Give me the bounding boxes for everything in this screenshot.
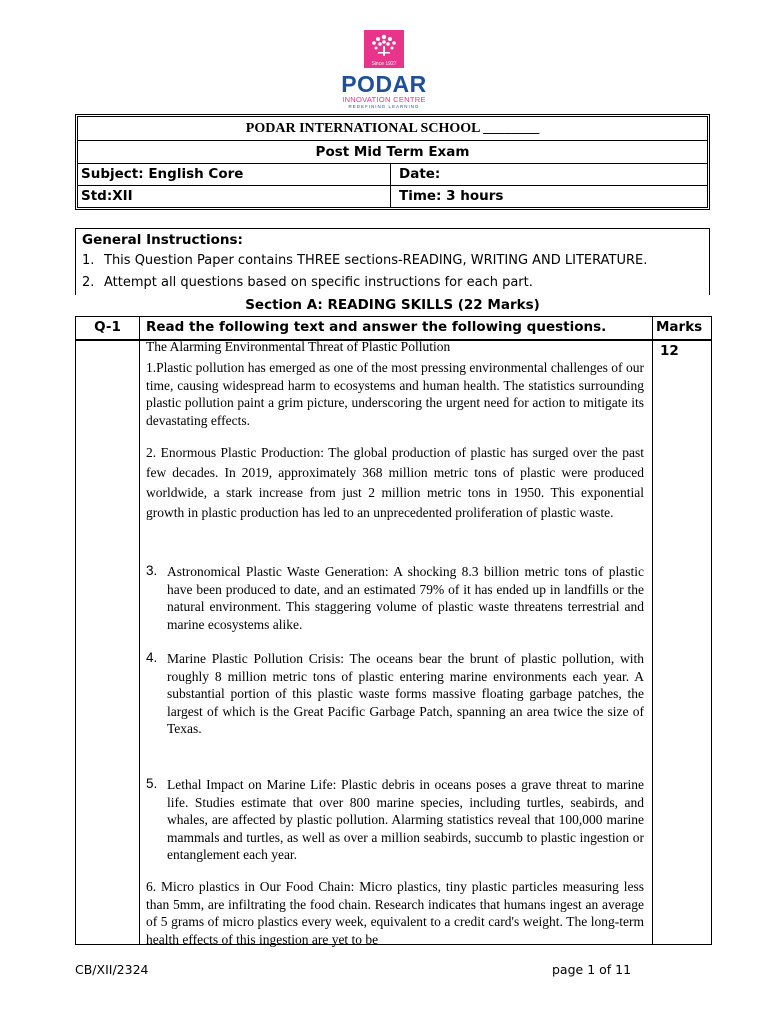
instruction-text: This Question Paper contains THREE sections-READING, WRITING AND LITERATURE. xyxy=(104,253,648,268)
school-name: PODAR INTERNATIONAL SCHOOL ________ xyxy=(78,117,707,141)
list-text: Marine Plastic Pollution Crisis: The oceans bear the brunt of plastic pollution, with roughly 8 million metric tons of plastic entering marine environments each year. A substantial portion of this plastic waste forms massive floating garbage patches, the largest of which is the Great Pacific Garbage Patch, spanning an area twice the size of Texas. xyxy=(167,651,644,736)
school-logo xyxy=(0,30,768,110)
logo-since: Since 1927 xyxy=(371,61,397,67)
time-cell: Time: 3 hours xyxy=(399,188,504,204)
instructions-title: General Instructions: xyxy=(82,232,243,248)
general-instructions xyxy=(75,228,710,295)
paper-code: CB/XII/2324 xyxy=(75,962,149,977)
list-number: 5. xyxy=(146,776,158,791)
std-row xyxy=(78,186,707,207)
exam-title: Post Mid Term Exam xyxy=(78,141,707,164)
section-title: Section A: READING SKILLS (22 Marks) xyxy=(245,297,540,313)
instruction-item xyxy=(82,253,647,268)
passage-paragraph: 2. Enormous Plastic Production: The global production of plastic has surged over the past few decades. In 2019, approximately 368 million metric tons of plastic were produced worldwide, a stark increase from just 2 million metric tons in 1950. This exponential growth in plastic production has led to an unprecedented proliferation of plastic waste. xyxy=(146,445,644,520)
page-number: page 1 of 11 xyxy=(552,962,632,977)
passage-title: The Alarming Environmental Threat of Plastic Pollution xyxy=(146,339,451,354)
date-cell: Date: xyxy=(399,166,441,182)
list-text: Astronomical Plastic Waste Generation: A shocking 8.3 billion metric tons of plastic have been produced to date, and an estimated 79% of it has ended up in landfills or the natural environment. This staggering volume of plastic waste threatens terrestrial and marine ecosystems alike. xyxy=(167,564,644,632)
subject-row xyxy=(78,164,707,186)
question-instruction: Read the following text and answer the following questions. xyxy=(146,319,607,335)
exam-header-table xyxy=(75,114,710,210)
instruction-text: Attempt all questions based on specific instructions for each part. xyxy=(104,275,533,290)
marks-value: 12 xyxy=(660,343,679,359)
subject-cell: Subject: English Core xyxy=(78,164,391,185)
instruction-number: 2. xyxy=(82,275,95,290)
logo-name: PODAR xyxy=(341,71,427,97)
marks-header: Marks xyxy=(656,319,703,335)
passage-list-item xyxy=(146,650,644,738)
list-number: 3. xyxy=(146,563,158,578)
logo-tagline: REDEFINING LEARNING xyxy=(348,104,420,109)
question-number: Q-1 xyxy=(94,319,121,335)
passage-list-item xyxy=(146,776,644,864)
logo-subtitle: INNOVATION CENTRE xyxy=(342,95,426,104)
tree-icon xyxy=(364,30,404,68)
list-number: 4. xyxy=(146,650,158,665)
passage-paragraph: 6. Micro plastics in Our Food Chain: Micro plastics, tiny plastic particles measuring less than 5mm, are infiltrating the food chain. Research indicates that humans ingest an average of 5 grams of micro plastics every week, equivalent to a credit card's weight. The long-term health effects of this ingestion are yet to be xyxy=(146,879,644,947)
passage-list-item xyxy=(146,563,644,633)
list-text: Lethal Impact on Marine Life: Plastic debris in oceans poses a grave threat to marine life. Studies estimate that over 800 marine species, including turtles, seabirds, and whales, are affected by plastic pollution. Alarming statistics reveal that 100,000 marine mammals and turtles, as well as over a million seabirds, succumb to plastic ingestion or entanglement each year. xyxy=(167,777,644,862)
column-divider xyxy=(139,317,140,944)
instruction-number: 1. xyxy=(82,253,95,268)
instruction-item xyxy=(82,275,533,290)
column-divider xyxy=(652,317,653,944)
std-cell: Std:XII xyxy=(78,186,391,207)
passage-paragraph: 1.Plastic pollution has emerged as one of the most pressing environmental challenges of our time, causing widespread harm to ecosystems and human health. The statistics surrounding plastic pollution paint a grim picture, underscoring the urgent need for action to mitigate its devastating effects. xyxy=(146,360,644,428)
